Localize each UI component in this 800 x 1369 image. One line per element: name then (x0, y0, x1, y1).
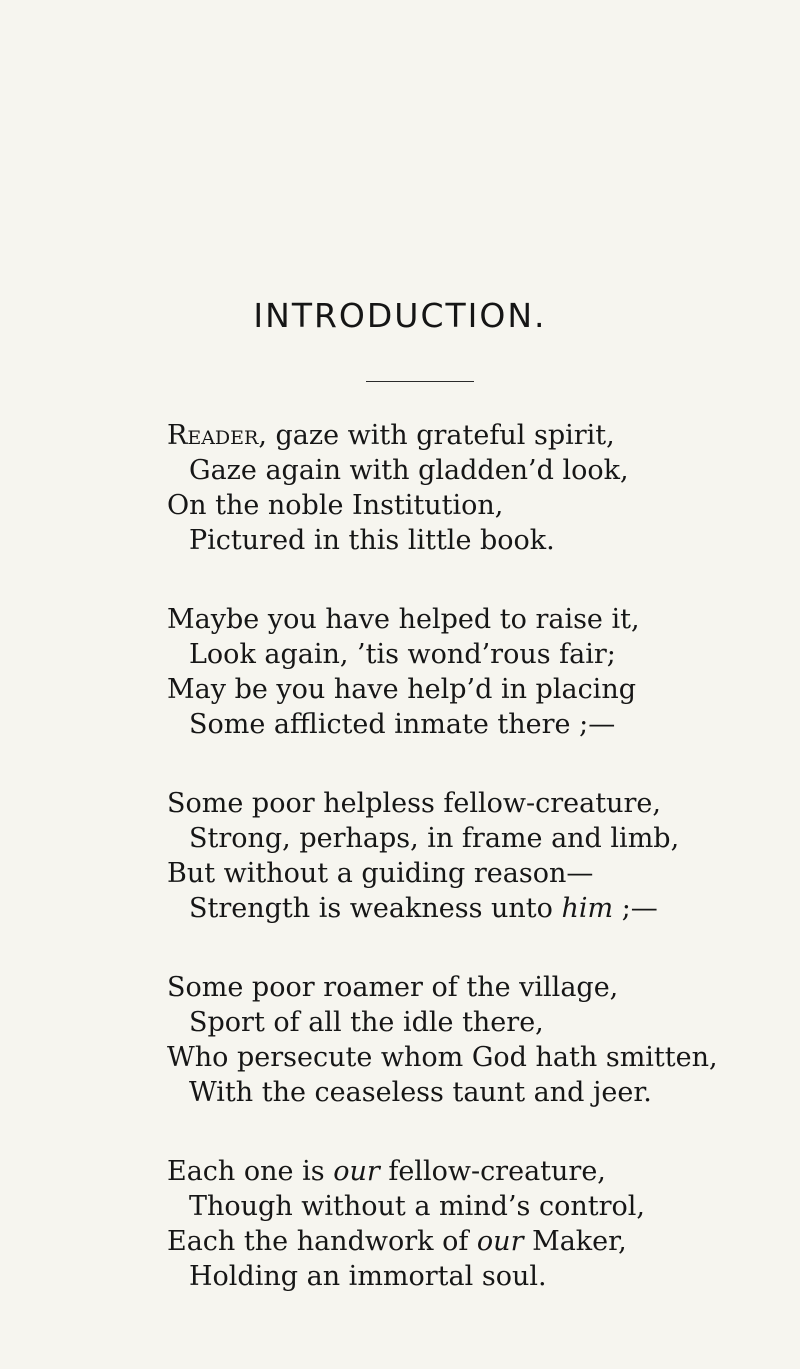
poem-line: Sport of all the idle there, (189, 1007, 544, 1038)
poem-line: May be you have help’d in placing (167, 674, 636, 705)
poem-line: Pictured in this little book. (189, 525, 555, 556)
poem-line: Reader, gaze with grateful spirit, (167, 420, 615, 451)
poem-line: Each one is our fellow-creature, (167, 1156, 606, 1187)
poem-line: Who persecute whom God hath smitten, (167, 1042, 718, 1073)
poem-line: Some poor roamer of the village, (167, 972, 619, 1003)
stanza-1 (167, 418, 787, 558)
emphasis: our (476, 1226, 524, 1257)
title-rule (366, 381, 474, 382)
page-title: INTRODUCTION. (253, 296, 547, 335)
stanza-3 (167, 786, 787, 926)
stanza-2 (167, 602, 787, 742)
poem-line: Strength is weakness unto him ;— (189, 893, 658, 924)
emphasis: him (561, 893, 614, 924)
poem-line: Some poor helpless fellow-creature, (167, 788, 661, 819)
poem-line: With the ceaseless taunt and jeer. (189, 1077, 652, 1108)
poem-line: Look again, ’tis wond’rous fair; (189, 639, 616, 670)
poem-line: Holding an immortal soul. (189, 1261, 547, 1292)
poem-line: Though without a mind’s control, (189, 1191, 645, 1222)
poem-line: Strong, perhaps, in frame and limb, (189, 823, 680, 854)
poem (167, 418, 787, 1338)
poem-line: Each the handwork of our Maker, (167, 1226, 627, 1257)
opening-word: Reader (167, 420, 259, 451)
poem-line: Some afflicted inmate there ;— (189, 709, 616, 740)
poem-line: Gaze again with gladden’d look, (189, 455, 629, 486)
stanza-5 (167, 1154, 787, 1294)
stanza-4 (167, 970, 787, 1110)
emphasis: our (333, 1156, 380, 1187)
poem-line: But without a guiding reason— (167, 858, 594, 889)
poem-line: On the noble Institution, (167, 490, 504, 521)
poem-line: Maybe you have helped to raise it, (167, 604, 640, 635)
